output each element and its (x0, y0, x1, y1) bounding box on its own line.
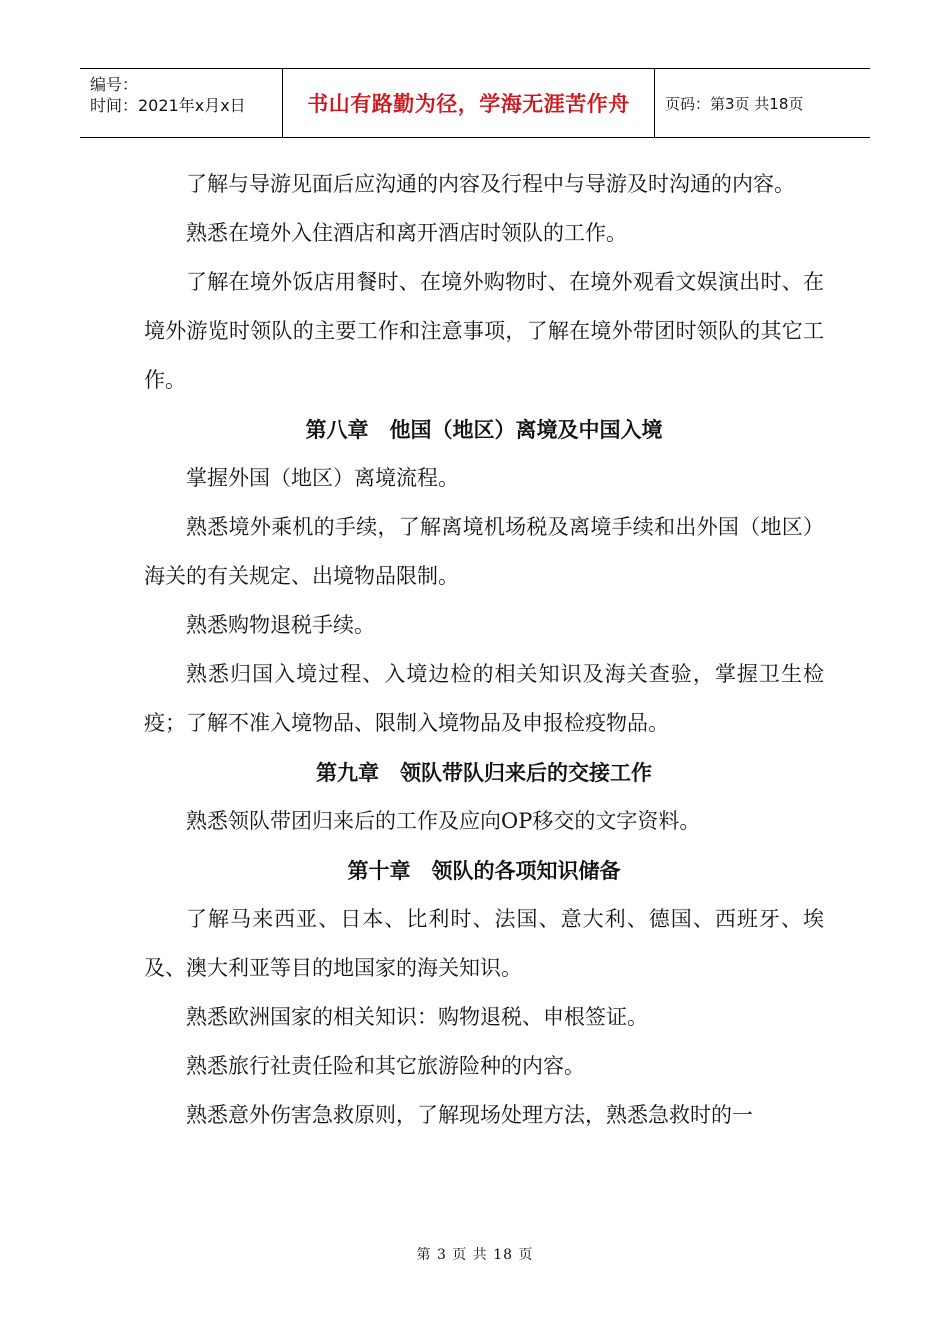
serial-number-label: 编号： (90, 75, 139, 94)
motto-text: 书山有路勤为径，学海无涯苦作舟 (307, 91, 630, 116)
header-info-cell (80, 69, 283, 137)
document-body (144, 160, 824, 1140)
paragraph: 熟悉在境外入住酒店和离开酒店时领队的工作。 (186, 221, 627, 245)
header-page-number: 页码：第3页 共18页 (665, 94, 804, 113)
chapter-heading: 第十章 领队的各项知识储备 (347, 858, 621, 883)
paragraph: 掌握外国（地区）离境流程。 (186, 466, 459, 490)
header-page-cell (655, 69, 870, 137)
chapter-heading: 第八章 他国（地区）离境及中国入境 (305, 417, 663, 442)
paragraph: 了解与导游见面后应沟通的内容及行程中与导游及时沟通的内容。 (186, 172, 795, 196)
paragraph: 熟悉境外乘机的手续，了解离境机场税及离境手续和出外国（地区）海关的有关规定、出境物品限制。 (144, 515, 824, 588)
paragraph: 熟悉归国入境过程、入境边检的相关知识及海关查验，掌握卫生检疫；了解不准入境物品、限制入境物品及申报检疫物品。 (144, 662, 824, 735)
paragraph: 熟悉旅行社责任险和其它旅游险种的内容。 (186, 1054, 585, 1078)
date-label: 时间：2021年x月x日 (90, 96, 246, 115)
chapter-heading: 第九章 领队带队归来后的交接工作 (316, 760, 652, 785)
paragraph: 熟悉领队带团归来后的工作及应向OP移交的文字资料。 (186, 809, 701, 833)
paragraph: 了解马来西亚、日本、比利时、法国、意大利、德国、西班牙、埃及、澳大利亚等目的地国家的海关知识。 (144, 907, 824, 980)
paragraph: 了解在境外饭店用餐时、在境外购物时、在境外观看文娱演出时、在境外游览时领队的主要工作和注意事项，了解在境外带团时领队的其它工作。 (144, 270, 824, 392)
page-header (80, 68, 870, 138)
paragraph: 熟悉购物退税手续。 (186, 613, 375, 637)
paragraph: 熟悉意外伤害急救原则，了解现场处理方法，熟悉急救时的一 (186, 1103, 753, 1127)
paragraph: 熟悉欧洲国家的相关知识：购物退税、申根签证。 (186, 1005, 648, 1029)
footer-page-number: 第 3 页 共 18 页 (416, 1247, 534, 1263)
page-footer (0, 1244, 950, 1264)
header-motto-cell (283, 69, 655, 137)
